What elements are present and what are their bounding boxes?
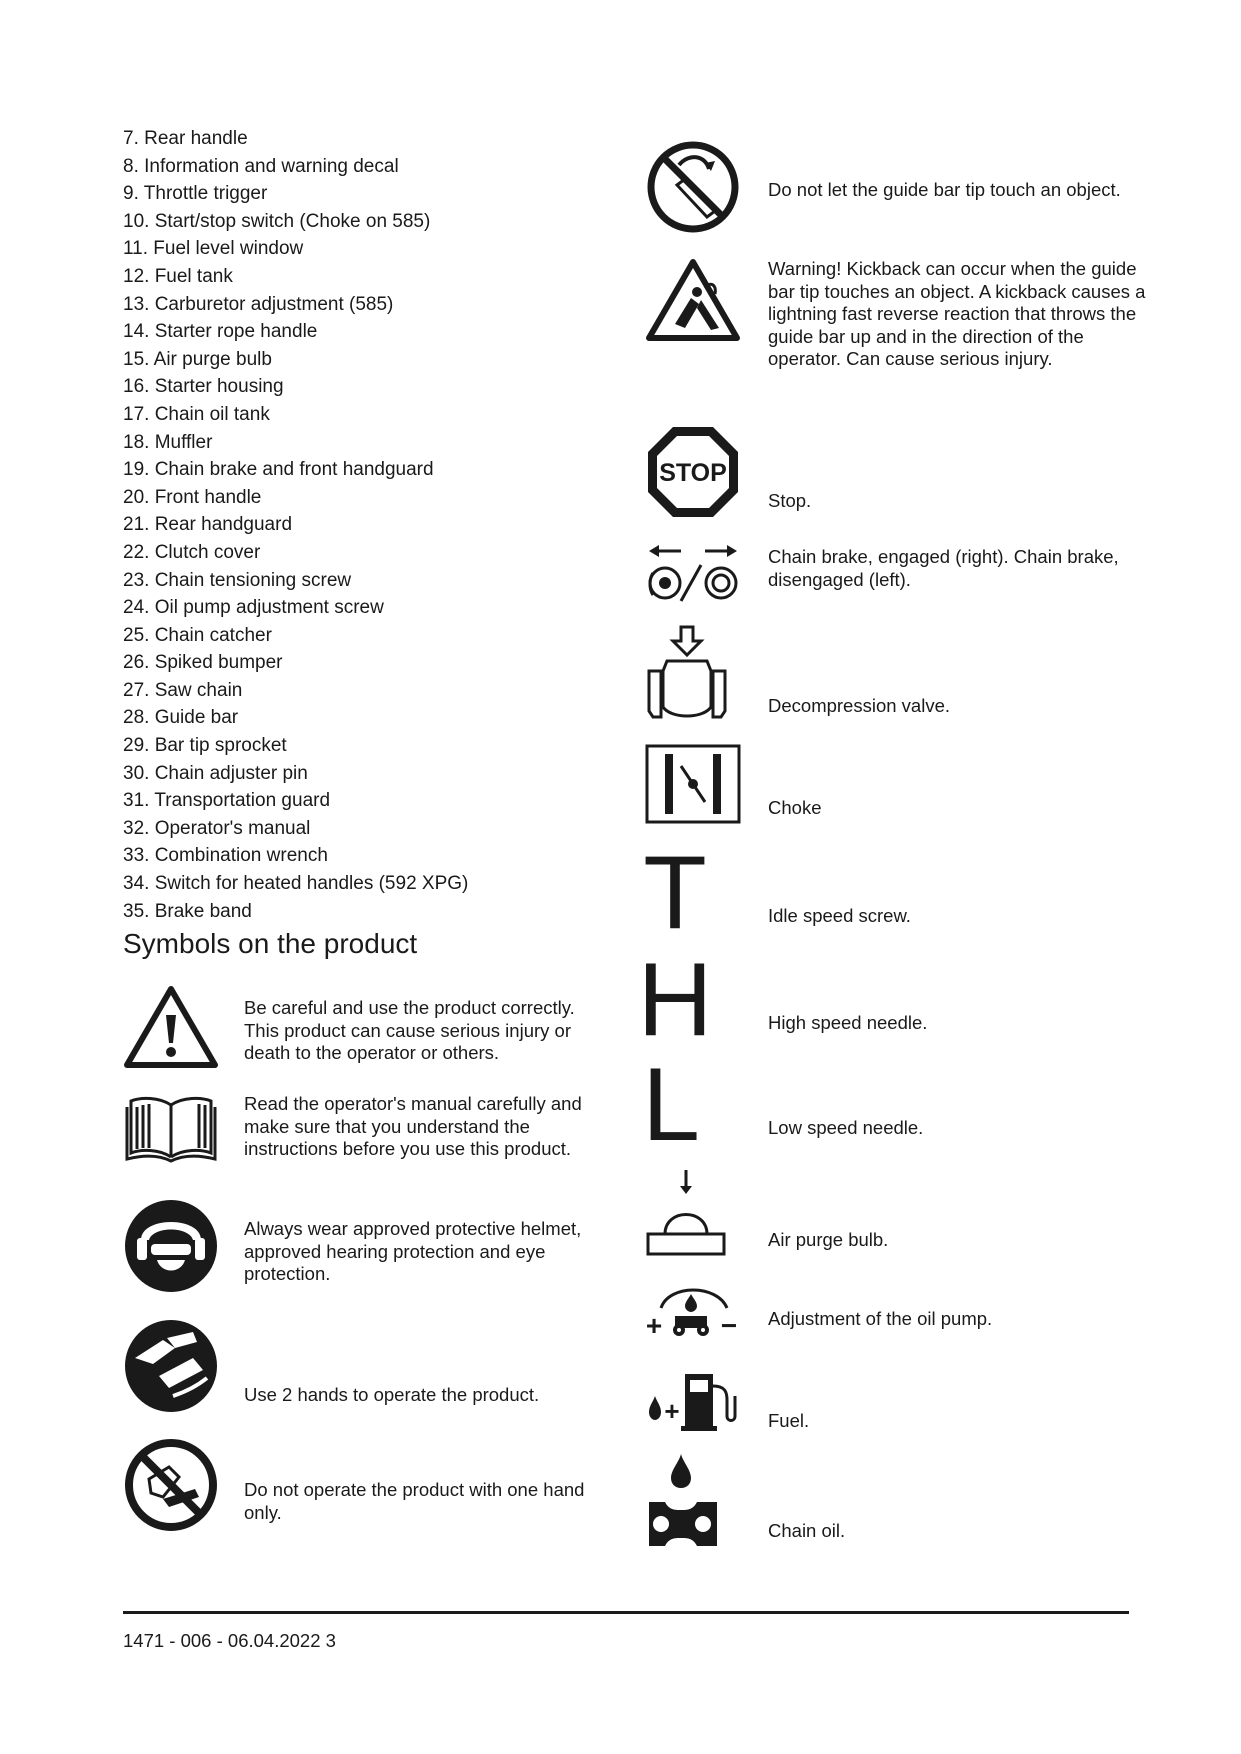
section-title: Symbols on the product (123, 928, 418, 959)
parts-list-item: 27. Saw chain (123, 679, 243, 701)
oil-pump-adjust-icon (645, 1280, 741, 1340)
fuel-icon (645, 1370, 741, 1434)
parts-list-item: 21. Rear handguard (123, 514, 293, 536)
chain-brake-icon (645, 541, 741, 603)
choke-icon (645, 744, 741, 824)
symbol-text: Use 2 hands to operate the product. (244, 1384, 540, 1405)
no-bar-tip-contact-icon (645, 139, 741, 235)
parts-list-item: 26. Spiked bumper (123, 652, 283, 674)
symbol-text: Chain oil. (768, 1520, 846, 1541)
symbol-text: Do not operate the product with one hand only. (244, 1479, 585, 1523)
parts-list-item: 20. Front handle (123, 486, 262, 508)
parts-list-item: 28. Guide bar (123, 707, 239, 729)
manual-book-icon (123, 1093, 219, 1165)
chain-oil-icon (645, 1452, 721, 1548)
low-speed-letter: L (642, 1047, 700, 1163)
symbol-text: Low speed needle. (768, 1117, 924, 1138)
parts-list-item: 8. Information and warning decal (123, 155, 399, 177)
parts-list-item: 13. Carburetor adjustment (585) (123, 293, 394, 315)
high-speed-letter: H (637, 942, 713, 1058)
parts-list-item: 9. Throttle trigger (123, 183, 268, 205)
parts-list-item: 31. Transportation guard (123, 790, 331, 812)
stop-sign-label: STOP (659, 459, 727, 487)
symbol-text: Stop. (768, 490, 812, 511)
high-speed-icon (637, 942, 713, 1058)
parts-list-item: 11. Fuel level window (123, 238, 304, 260)
parts-list-item: 19. Chain brake and front handguard (123, 459, 434, 481)
parts-list (123, 125, 623, 925)
parts-list-item: 17. Chain oil tank (123, 403, 270, 425)
air-purge-bulb-icon (645, 1168, 727, 1262)
minus-sign: − (720, 1310, 738, 1341)
warning-triangle-icon (123, 985, 219, 1071)
two-hands-icon (123, 1318, 219, 1414)
symbol-text: Air purge bulb. (768, 1229, 889, 1250)
symbol-text: Be careful and use the product correctly. This product can cause serious injury or death to the operator or others. (244, 997, 575, 1064)
symbol-text: Decompression valve. (768, 695, 950, 716)
parts-list-item: 32. Operator's manual (123, 817, 311, 839)
parts-list-item: 29. Bar tip sprocket (123, 735, 287, 757)
parts-list-item: 34. Switch for heated handles (592 XPG) (123, 873, 469, 895)
parts-list-item: 35. Brake band (123, 900, 252, 922)
decompression-valve-icon (645, 625, 729, 723)
parts-list-item: 16. Starter housing (123, 376, 284, 398)
low-speed-icon (642, 1047, 711, 1163)
symbol-text: Read the operator's manual carefully and make sure that you understand the instructions before you use this product. (244, 1093, 582, 1160)
idle-speed-icon (643, 835, 711, 951)
plus-sign: + (645, 1310, 663, 1341)
no-one-hand-icon (123, 1437, 219, 1533)
parts-list-item: 25. Chain catcher (123, 624, 272, 646)
symbol-text: Fuel. (768, 1410, 810, 1431)
kickback-warning-icon (645, 258, 741, 344)
parts-list-item: 10. Start/stop switch (Choke on 585) (123, 210, 431, 232)
footer-divider (123, 1611, 1129, 1614)
symbol-text: High speed needle. (768, 1012, 928, 1033)
parts-list-item: 18. Muffler (123, 431, 213, 453)
parts-list-item: 7. Rear handle (123, 128, 248, 149)
symbol-text: Warning! Kickback can occur when the guide bar tip touches an object. A kickback causes a lightning fast reverse reaction that throws the guide bar up and in the direction of the operator. Can cause serious injury. (768, 258, 1146, 370)
symbol-text: Chain brake, engaged (right). Chain brake, disengaged (left). (768, 546, 1119, 590)
symbol-text: Always wear approved protective helmet, approved hearing protection and eye protection. (244, 1218, 582, 1285)
parts-list-item: 30. Chain adjuster pin (123, 762, 308, 784)
protective-equipment-icon (123, 1198, 219, 1294)
parts-list-item: 12. Fuel tank (123, 265, 233, 287)
parts-list-item: 22. Clutch cover (123, 541, 261, 563)
symbol-text: Adjustment of the oil pump. (768, 1308, 993, 1329)
symbol-text: Idle speed screw. (768, 905, 911, 926)
parts-list-item: 33. Combination wrench (123, 845, 328, 867)
parts-list-item: 14. Starter rope handle (123, 321, 318, 343)
symbol-text: Choke (768, 797, 822, 818)
parts-list-item: 24. Oil pump adjustment screw (123, 597, 384, 619)
parts-list-item: 15. Air purge bulb (123, 348, 272, 370)
plus-sign: + (664, 1396, 680, 1426)
symbol-text: Do not let the guide bar tip touch an object. (768, 179, 1121, 200)
idle-speed-letter: T (643, 835, 707, 951)
stop-icon (645, 424, 741, 520)
parts-list-item: 23. Chain tensioning screw (123, 569, 352, 591)
page-footer: 1471 - 006 - 06.04.2022 3 (123, 1630, 336, 1651)
